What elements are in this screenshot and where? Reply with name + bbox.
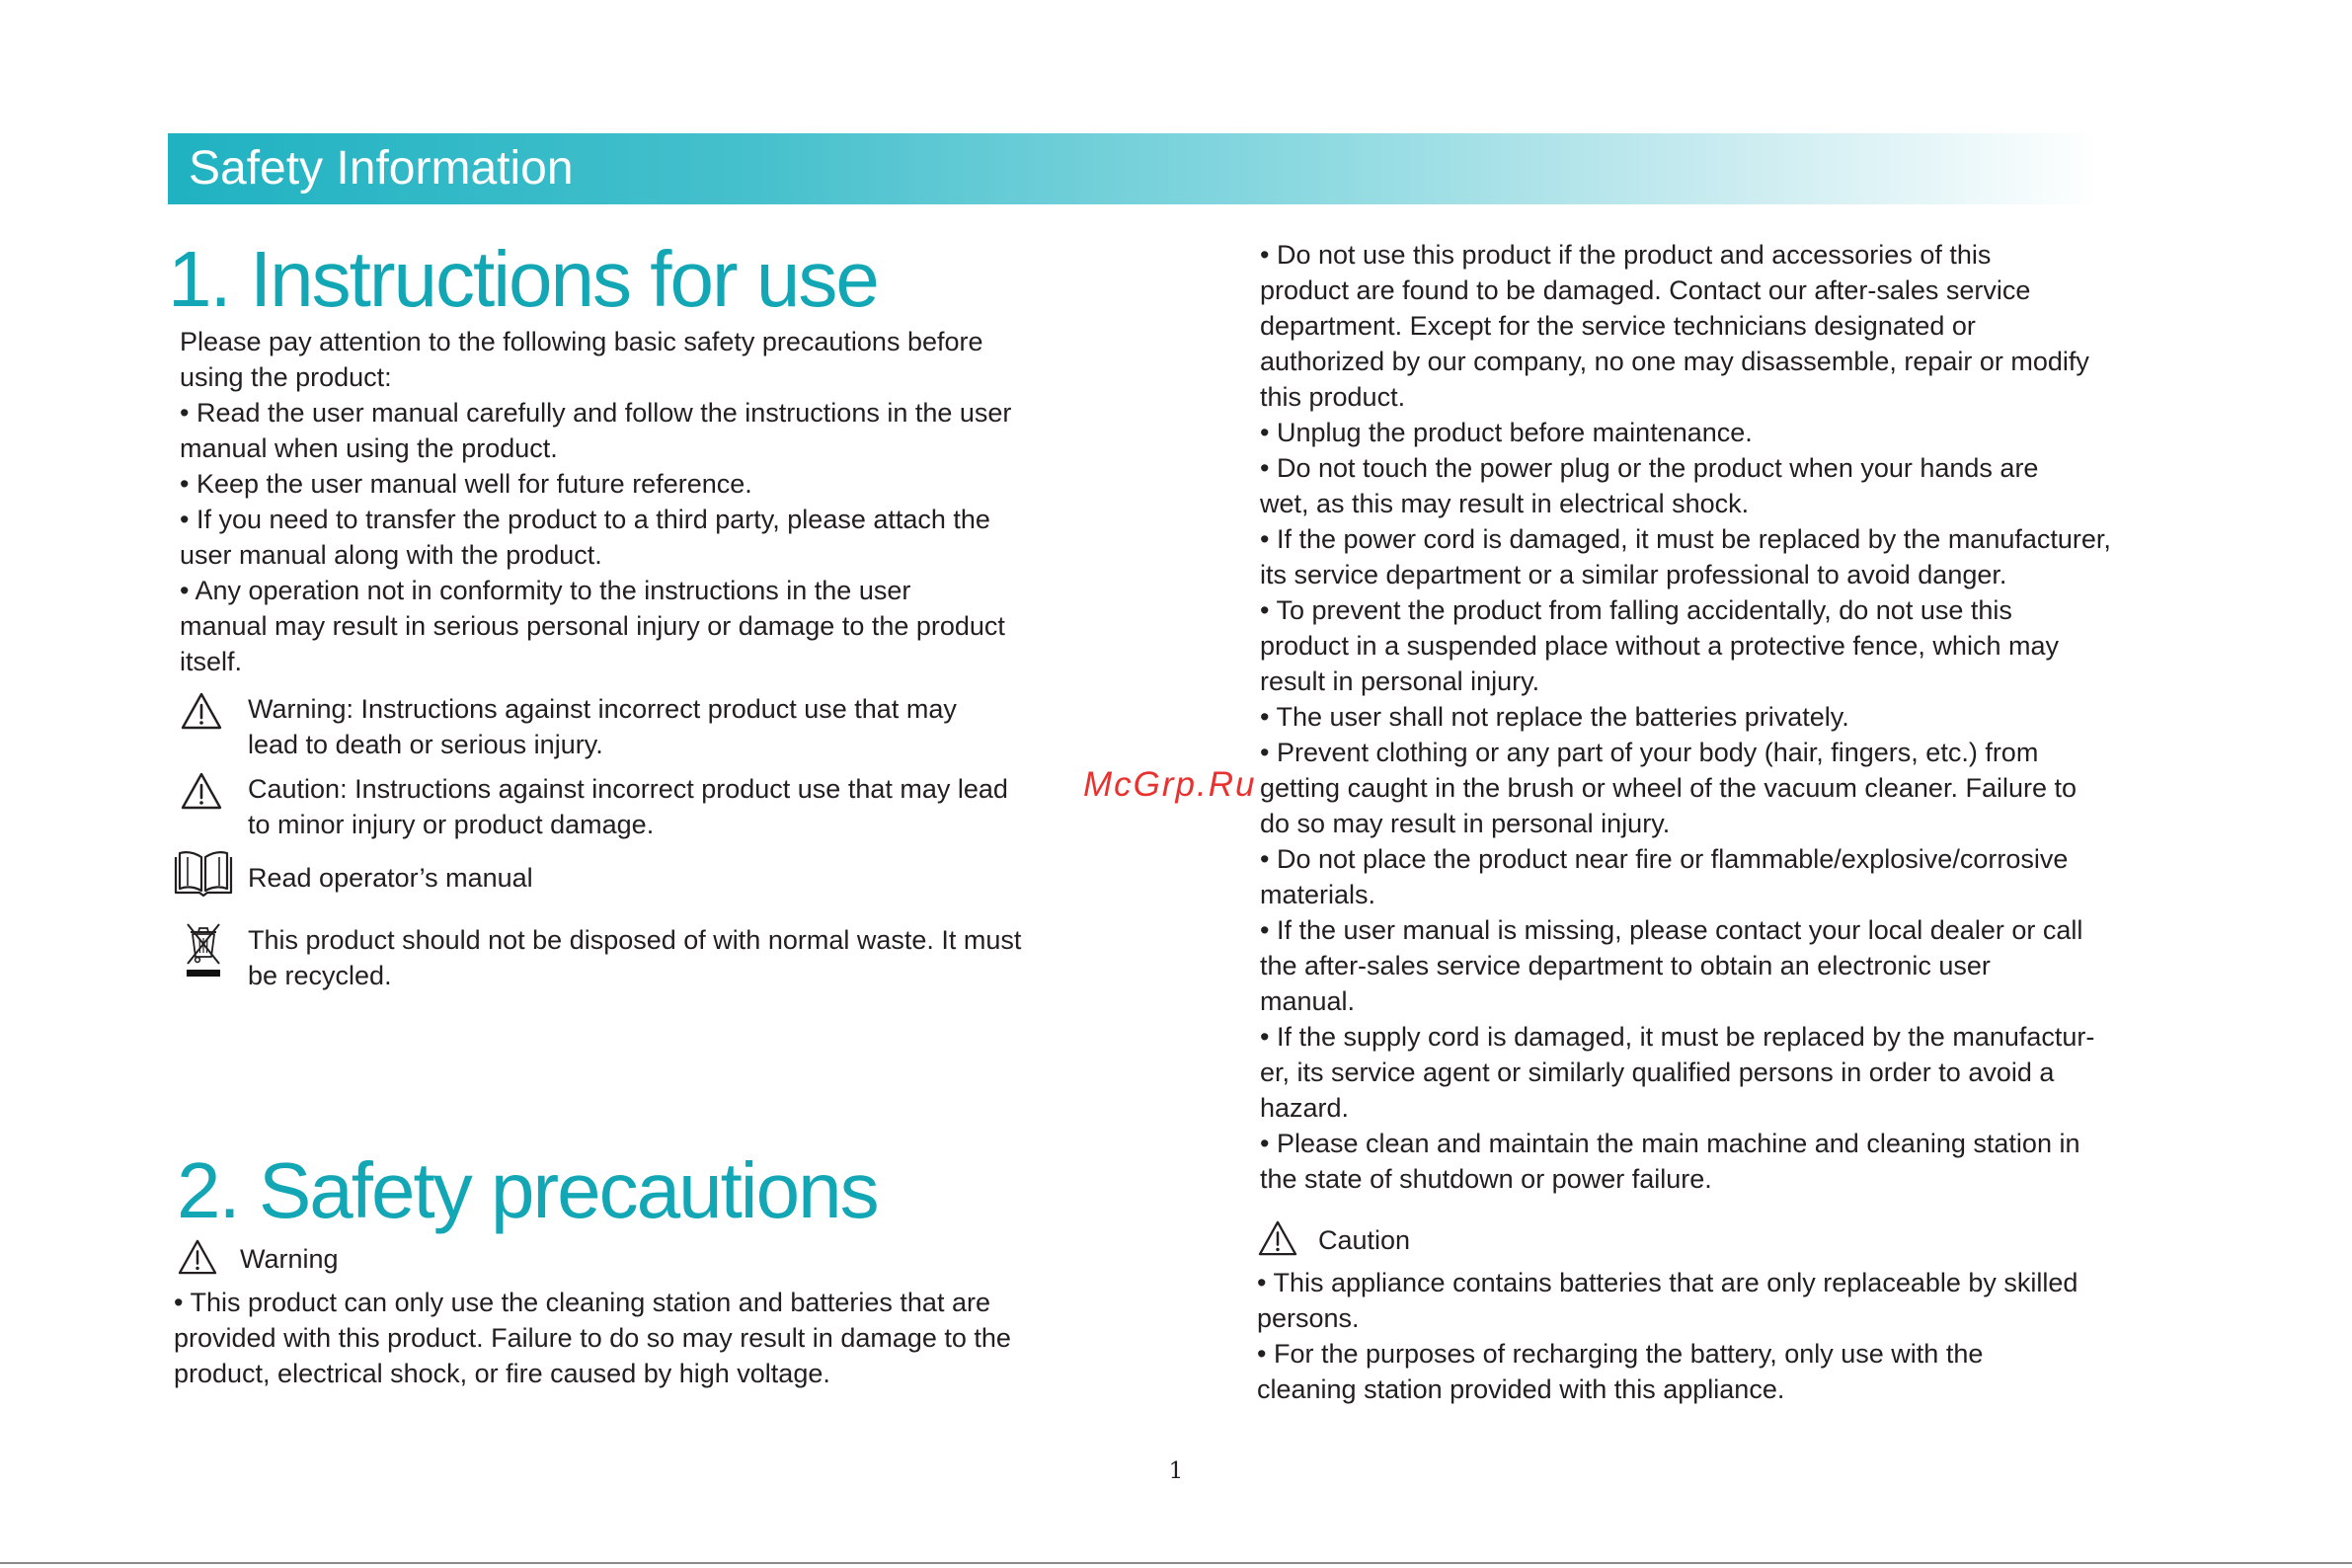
text-line: to minor injury or product damage. — [248, 810, 655, 839]
text-line: using the product: — [180, 362, 392, 392]
text-line: getting caught in the brush or wheel of the vacuum cleaner. Failure to — [1260, 773, 2077, 803]
text-line: manual. — [1260, 986, 1356, 1016]
text-line: This product should not be disposed of with normal waste. It must — [248, 925, 1022, 955]
text-line: • Prevent clothing or any part of your body (hair, fingers, etc.) from — [1260, 738, 2039, 767]
text-line: • If the user manual is missing, please contact your local dealer or call — [1260, 915, 2083, 945]
text-line: itself. — [180, 647, 243, 676]
text-line: result in personal injury. — [1260, 666, 1540, 696]
warning-text — [174, 1285, 1011, 1391]
text-line: materials. — [1260, 880, 1376, 909]
text-line: • Please clean and maintain the main machine and cleaning station in — [1260, 1129, 2080, 1158]
text-line: • Do not use this product if the product and accessories of this — [1260, 240, 1992, 270]
text-line: be recycled. — [248, 961, 392, 990]
text-line: • Read the user manual carefully and follow the instructions in the user — [180, 398, 1012, 428]
text-line: lead to death or serious injury. — [248, 730, 603, 759]
text-line: provided with this product. Failure to do so may result in damage to the — [174, 1323, 1011, 1353]
manual-symbol-description — [248, 860, 533, 896]
text-line: manual when using the product. — [180, 433, 558, 463]
section-1-heading: 1. Instructions for use — [168, 235, 878, 323]
text-line: • For the purposes of recharging the battery, only use with the — [1257, 1339, 1984, 1369]
operator-manual-book-icon — [174, 849, 233, 897]
right-column-precautions — [1260, 237, 2111, 1197]
text-line: department. Except for the service technicians designated or — [1260, 311, 1976, 341]
text-line: • If the supply cord is damaged, it must be replaced by the manufactur- — [1260, 1022, 2095, 1052]
warning-triangle-icon — [177, 1238, 218, 1276]
caution-triangle-icon — [1257, 1219, 1298, 1257]
text-line: product in a suspended place without a protective fence, which may — [1260, 631, 2059, 661]
text-line: • To prevent the product from falling accidentally, do not use this — [1260, 595, 2012, 625]
text-line: • Unplug the product before maintenance. — [1260, 418, 1753, 447]
text-line: • If you need to transfer the product to a third party, please attach the — [180, 505, 990, 534]
text-line: • This appliance contains batteries that are only replaceable by skilled — [1257, 1268, 2078, 1297]
section-1-intro — [180, 324, 1011, 679]
text-line: • This product can only use the cleaning station and batteries that are — [174, 1288, 990, 1317]
text-line: do so may result in personal injury. — [1260, 809, 1671, 838]
text-line: user manual along with the product. — [180, 540, 602, 570]
page-number: 1 — [1168, 1458, 1184, 1484]
text-line: product, electrical shock, or fire caused by high voltage. — [174, 1359, 830, 1388]
text-line: cleaning station provided with this appliance. — [1257, 1374, 1785, 1404]
text-line: • Keep the user manual well for future reference. — [180, 469, 752, 499]
text-line: manual may result in serious personal injury or damage to the product — [180, 611, 1005, 641]
text-line: • Do not touch the power plug or the product when your hands are — [1260, 453, 2039, 483]
crossed-out-wheelie-bin-icon — [183, 920, 224, 980]
text-line: • Any operation not in conformity to the instructions in the user — [180, 576, 911, 605]
text-line: Warning: Instructions against incorrect product use that may — [248, 694, 957, 724]
text-line: • Do not place the product near fire or flammable/explosive/corrosive — [1260, 844, 2069, 874]
warning-triangle-icon — [180, 691, 223, 731]
text-line: Read operator’s manual — [248, 863, 533, 893]
warning-label: Warning — [240, 1244, 339, 1274]
text-line: authorized by our company, no one may disassemble, repair or modify — [1260, 347, 2089, 376]
text-line: • The user shall not replace the batteries privately. — [1260, 702, 1849, 732]
watermark: McGrp.Ru — [1083, 765, 1257, 804]
text-line: this product. — [1260, 382, 1406, 412]
caution-symbol-description — [248, 771, 1008, 842]
text-line: • If the power cord is damaged, it must be replaced by the manufacturer, — [1260, 524, 2111, 554]
caution-label: Caution — [1318, 1225, 1411, 1255]
text-line: Caution: Instructions against incorrect product use that may lead — [248, 774, 1008, 804]
text-line: the state of shutdown or power failure. — [1260, 1164, 1712, 1194]
text-line: Please pay attention to the following basic safety precautions before — [180, 327, 983, 356]
text-line: hazard. — [1260, 1093, 1350, 1123]
text-line: er, its service agent or similarly qualified persons in order to avoid a — [1260, 1058, 2055, 1087]
warning-symbol-description — [248, 691, 957, 762]
section-2-heading: 2. Safety precautions — [177, 1146, 878, 1234]
banner-title: Safety Information — [189, 142, 574, 195]
text-line: persons. — [1257, 1303, 1360, 1333]
caution-triangle-icon — [180, 771, 223, 811]
weee-symbol-description — [248, 922, 1021, 993]
text-line: its service department or a similar professional to avoid danger. — [1260, 560, 2007, 589]
text-line: wet, as this may result in electrical shock. — [1260, 489, 1750, 518]
section-banner — [168, 133, 2101, 204]
text-line: product are found to be damaged. Contact our after-sales service — [1260, 275, 2031, 305]
text-line: the after-sales service department to obtain an electronic user — [1260, 951, 1991, 980]
caution-text — [1257, 1265, 2078, 1407]
bottom-rule — [0, 1562, 2352, 1564]
